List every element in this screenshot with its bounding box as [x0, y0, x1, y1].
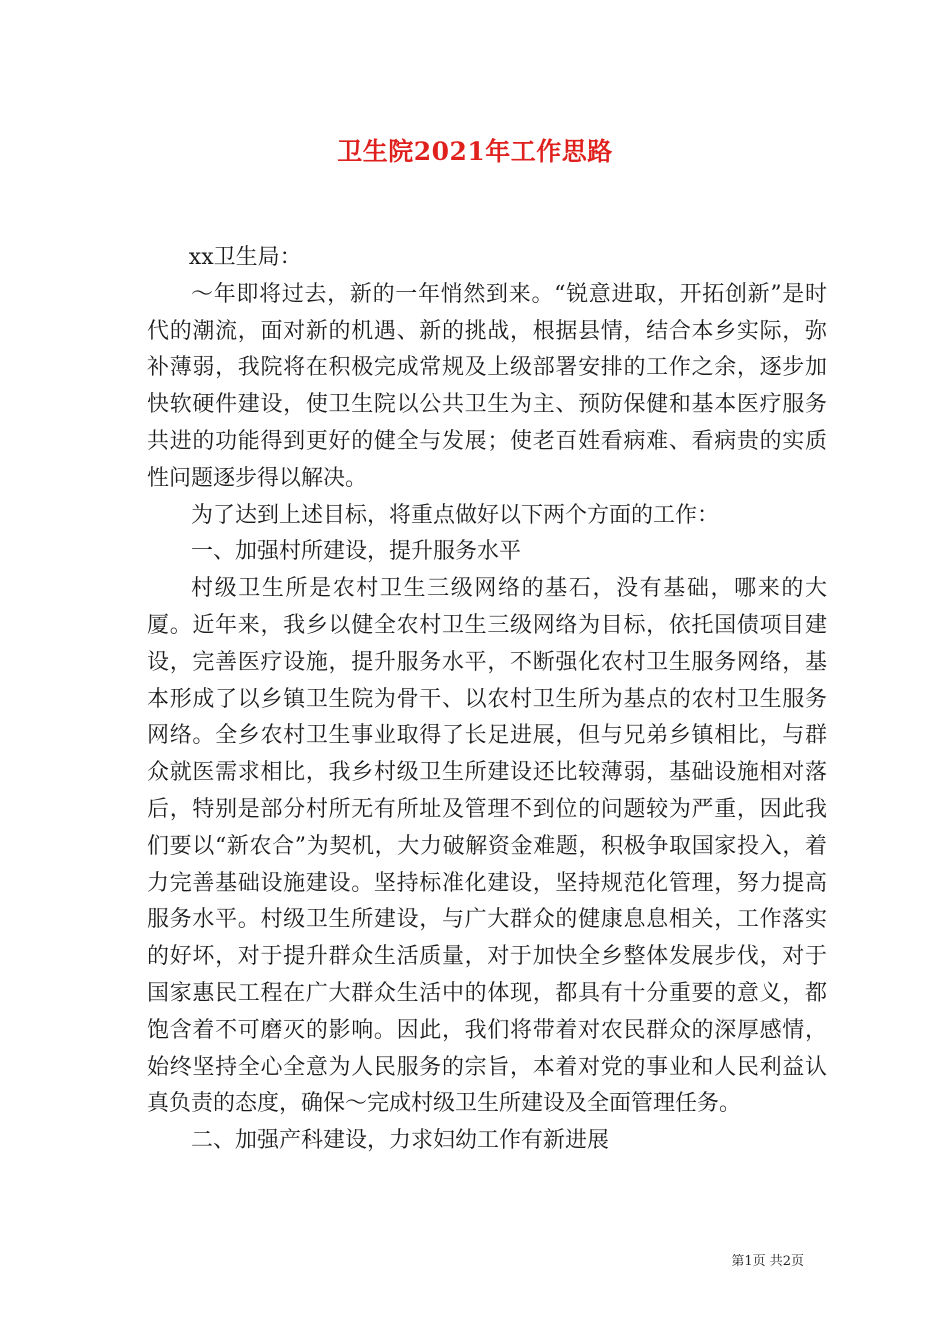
paragraph-section-1: 村级卫生所是农村卫生三级网络的基石，没有基础，哪来的大厦。近年来，我乡以健全农村卫生三级网络为目标，依托国债项目建设，完善医疗设施，提升服务水平，不断强化农村卫生服务网络，基本形成了以乡镇卫生院为骨干、以农村卫生所为基点的农村卫生服务网络。全乡农村卫生事业取得了长足进展，但与兄弟乡镇相比，与群众就医需求相比，我乡村级卫生所建设还比较薄弱，基础设施相对落后，特别是部分村所无有所址及管理不到位的问题较为严重，因此我们要以“新农合”为契机，大力破解资金难题，积极争取国家投入，着力完善基础设施建设。坚持标准化建设，坚持规范化管理，努力提高服务水平。村级卫生所建设，与广大群众的健康息息相关，工作落实的好坏，对于提升群众生活质量，对于加快全乡整体发展步伐，对于国家惠民工程在广大群众生活中的体现，都具有十分重要的意义，都饱含着不可磨灭的影响。因此，我们将带着对农民群众的深厚感情，始终坚持全心全意为人民服务的宗旨，本着对党的事业和人民利益认真负责的态度，确保～完成村级卫生所建设及全面管理任务。	[147, 576, 827, 1117]
paragraph-intro: ～年即将过去，新的一年悄然到来。“锐意进取，开拓创新”是时代的潮流，面对新的机遇、新的挑战，根据县情，结合本乡实际，弥补薄弱，我院将在积极完成常规及上级部署安排的工作之余，逐步加快软硬件建设，使卫生院以公共卫生为主、预防保健和基本医疗服务共进的功能得到更好的健全与发展；使老百姓看病难、看病贵的实质性问题逐步得以解决。	[147, 281, 827, 491]
section-heading-2: 二、加强产科建设，力求妇幼工作有新进展	[191, 1128, 610, 1154]
paragraph-goal: 为了达到上述目标，将重点做好以下两个方面的工作：	[191, 502, 720, 528]
page-number: 第1页 共2页	[731, 1254, 804, 1269]
document-body	[147, 240, 827, 1160]
section-heading-1: 一、加强村所建设，提升服务水平	[191, 539, 522, 565]
salutation: xx卫生局：	[188, 245, 302, 270]
document-title: 卫生院2021年工作思路	[337, 137, 613, 166]
